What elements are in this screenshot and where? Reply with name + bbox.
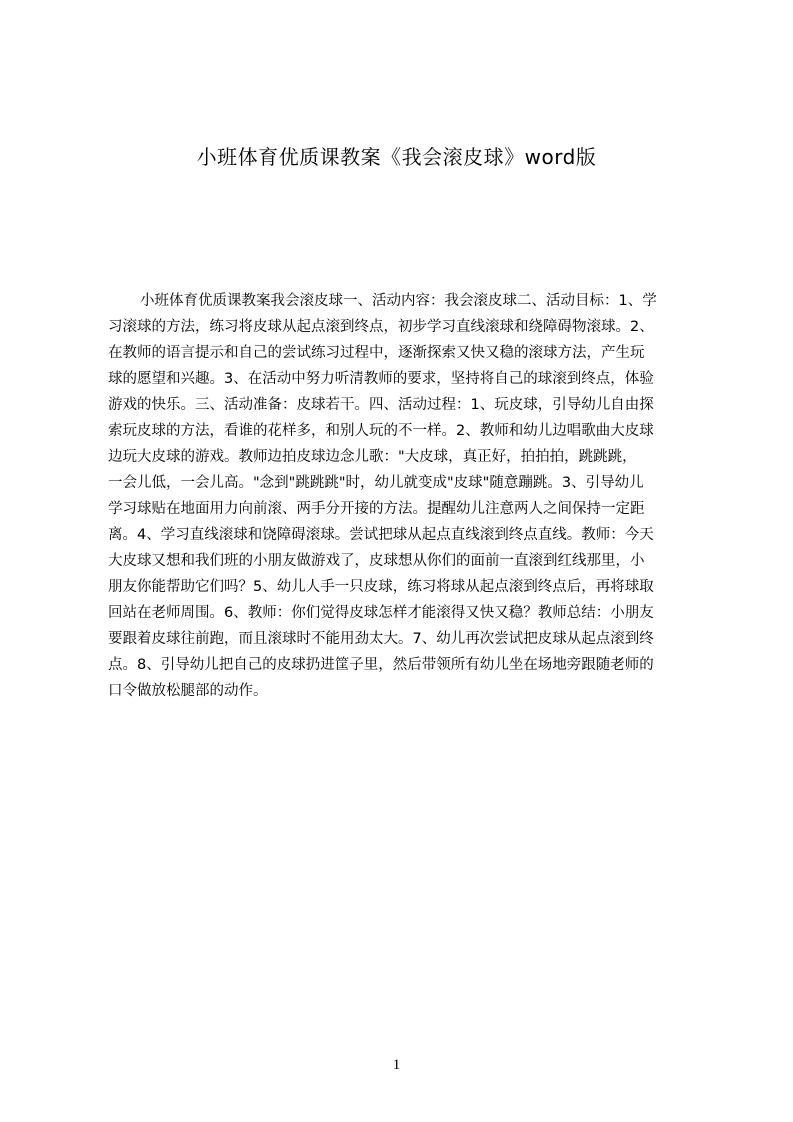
body-line-12: 朋友你能帮助它们吗？5、幼儿人手一只皮球，练习将球从起点滚到终点后，再将球取 (108, 579, 654, 595)
body-line-2: 习滚球的方法，练习将皮球从起点滚到终点，初步学习直线滚球和绕障碍物滚球。2、 (108, 319, 654, 335)
body-text (108, 288, 698, 718)
document-title: 小班体育优质课教案《我会滚皮球》word版 (196, 145, 597, 169)
body-line-5: 游戏的快乐。三、活动准备：皮球若干。四、活动过程：1、玩皮球，引导幼儿自由探 (108, 397, 654, 413)
body-line-16: 口令做放松腿部的动作。 (108, 683, 268, 699)
body-line-3: 在教师的语言提示和自己的尝试练习过程中，逐渐探索又快又稳的滚球方法，产生玩 (108, 345, 645, 361)
body-line-13: 回站在老师周围。6、教师：你们觉得皮球怎样才能滚得又快又稳？教师总结：小朋友 (108, 605, 654, 621)
body-line-6: 索玩皮球的方法，看谁的花样多，和别人玩的不一样。2、教师和幼儿边唱歌曲大皮球 (108, 423, 654, 439)
body-line-4: 球的愿望和兴趣。3、在活动中努力听清教师的要求，坚持将自己的球滚到终点，体验 (108, 371, 654, 387)
body-line-1: 小班体育优质课教案我会滚皮球一、活动内容：我会滚皮球二、活动目标：1、学 (140, 293, 657, 309)
body-line-10: 离。4、学习直线滚球和饶障碍滚球。尝试把球从起点直线滚到终点直线。教师：今天 (108, 527, 654, 543)
body-line-7: 边玩大皮球的游戏。教师边拍皮球边念儿歌："大皮球，真正好，拍拍拍，跳跳跳， (108, 449, 637, 465)
body-line-8: 一会儿低，一会儿高。"念到"跳跳跳"时，幼儿就变成"皮球"随意蹦跳。3、引导幼儿 (108, 475, 644, 491)
body-line-14: 要跟着皮球往前跑，而且滚球时不能用劲太大。7、幼儿再次尝试把皮球从起点滚到终 (108, 631, 654, 647)
body-line-11: 大皮球又想和我们班的小朋友做游戏了，皮球想从你们的面前一直滚到红线那里，小 (108, 553, 645, 569)
page-number: 1 (392, 1057, 401, 1073)
body-line-9: 学习球贴在地面用力向前滚、两手分开接的方法。提醒幼儿注意两人之间保持一定距 (108, 501, 645, 517)
body-line-15: 点。8、引导幼儿把自己的皮球扔进筐子里，然后带领所有幼儿坐在场地旁跟随老师的 (108, 657, 654, 673)
